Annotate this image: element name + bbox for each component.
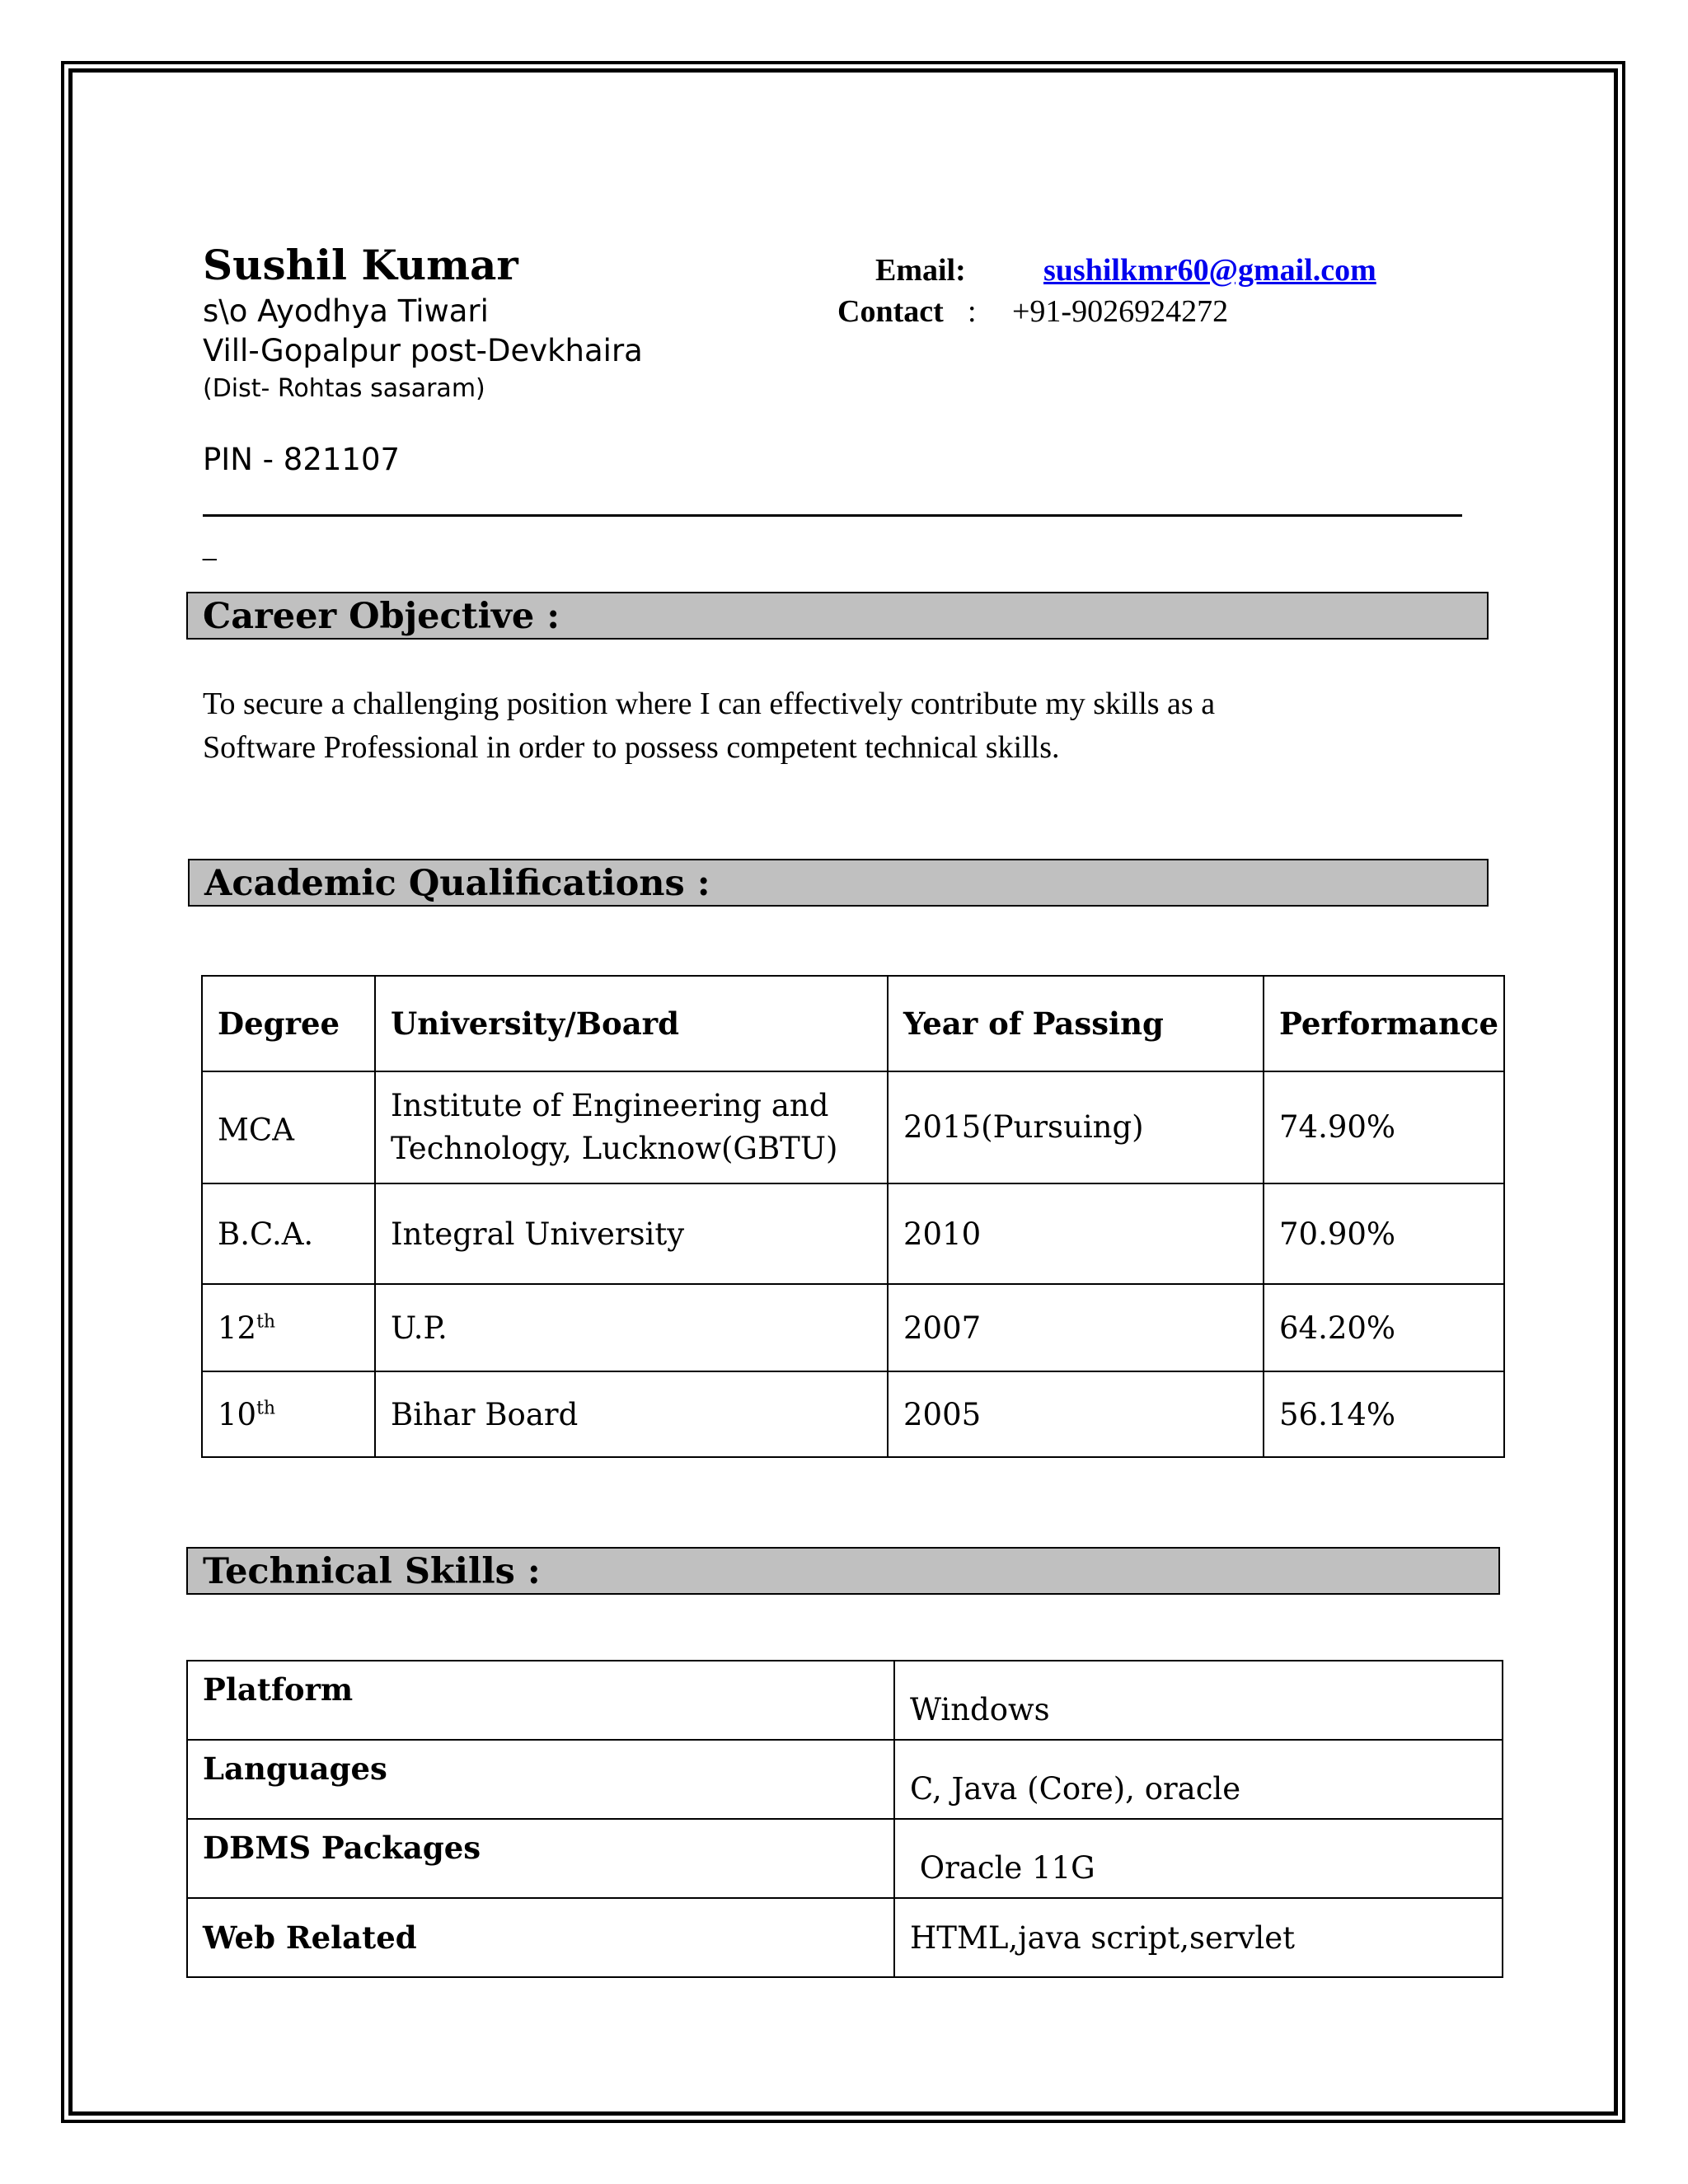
skill-key: Web Related <box>187 1898 894 1977</box>
technical-skills-table <box>186 1660 1503 1978</box>
academic-qualifications-title: Academic Qualifications : <box>204 863 710 904</box>
performance-cell: 56.14% <box>1264 1371 1504 1457</box>
contact-label: Contact <box>837 294 944 329</box>
skill-value: HTML,java script,servlet <box>894 1898 1503 1977</box>
candidate-name: Sushil Kumar <box>203 241 518 289</box>
table-row <box>187 1661 1503 1740</box>
career-objective-header <box>186 592 1489 640</box>
address-line-2: Vill-Gopalpur post-Devkhaira <box>203 333 643 368</box>
degree-cell: 12th <box>202 1284 375 1371</box>
contact-colon: : <box>968 294 977 329</box>
email-label: Email: <box>875 253 966 288</box>
academic-table <box>201 975 1505 1458</box>
academic-qualifications-header <box>188 859 1489 907</box>
table-row <box>202 1284 1504 1371</box>
contact-number: +91-9026924272 <box>1012 294 1229 329</box>
degree-cell: 10th <box>202 1371 375 1457</box>
table-row <box>187 1740 1503 1819</box>
header-divider <box>203 514 1462 517</box>
performance-cell: 70.90% <box>1264 1183 1504 1284</box>
performance-cell: 64.20% <box>1264 1284 1504 1371</box>
career-objective-title: Career Objective : <box>203 596 560 637</box>
career-objective-text <box>203 682 1215 770</box>
column-header-year: Year of Passing <box>888 976 1264 1071</box>
year-cell: 2007 <box>888 1284 1264 1371</box>
table-row <box>202 1071 1504 1183</box>
table-row <box>187 1898 1503 1977</box>
degree-cell: MCA <box>202 1071 375 1183</box>
technical-skills-title: Technical Skills : <box>203 1551 541 1592</box>
skill-key: DBMS Packages <box>187 1819 894 1898</box>
table-row <box>202 1183 1504 1284</box>
table-row <box>187 1819 1503 1898</box>
column-header-university: University/Board <box>375 976 888 1071</box>
performance-cell: 74.90% <box>1264 1071 1504 1183</box>
skill-value: Oracle 11G <box>894 1819 1503 1898</box>
skill-key: Languages <box>187 1740 894 1819</box>
divider-dash: _ <box>203 534 217 561</box>
year-cell: 2005 <box>888 1371 1264 1457</box>
address-line-3: (Dist- Rohtas sasaram) <box>203 374 485 403</box>
university-cell: Bihar Board <box>375 1371 888 1457</box>
university-cell: Integral University <box>375 1183 888 1284</box>
year-cell: 2010 <box>888 1183 1264 1284</box>
degree-cell: B.C.A. <box>202 1183 375 1284</box>
table-header-row <box>202 976 1504 1071</box>
skill-value: C, Java (Core), oracle <box>894 1740 1503 1819</box>
column-header-degree: Degree <box>202 976 375 1071</box>
address-line-1: s\o Ayodhya Tiwari <box>203 293 489 329</box>
year-cell: 2015(Pursuing) <box>888 1071 1264 1183</box>
objective-line: Software Professional in order to possess competent technical skills. <box>203 730 1060 765</box>
university-cell: Institute of Engineering and Technology, Lucknow(GBTU) <box>375 1071 888 1183</box>
university-cell: U.P. <box>375 1284 888 1371</box>
pin-code: PIN - 821107 <box>203 442 401 477</box>
column-header-performance: Performance <box>1264 976 1504 1071</box>
table-row <box>202 1371 1504 1457</box>
technical-skills-header <box>186 1547 1500 1595</box>
objective-line: To secure a challenging position where I can effectively contribute my skills as a <box>203 687 1216 721</box>
email-link[interactable]: sushilkmr60@gmail.com <box>1043 253 1376 288</box>
skill-value: Windows <box>894 1661 1503 1740</box>
skill-key: Platform <box>187 1661 894 1740</box>
